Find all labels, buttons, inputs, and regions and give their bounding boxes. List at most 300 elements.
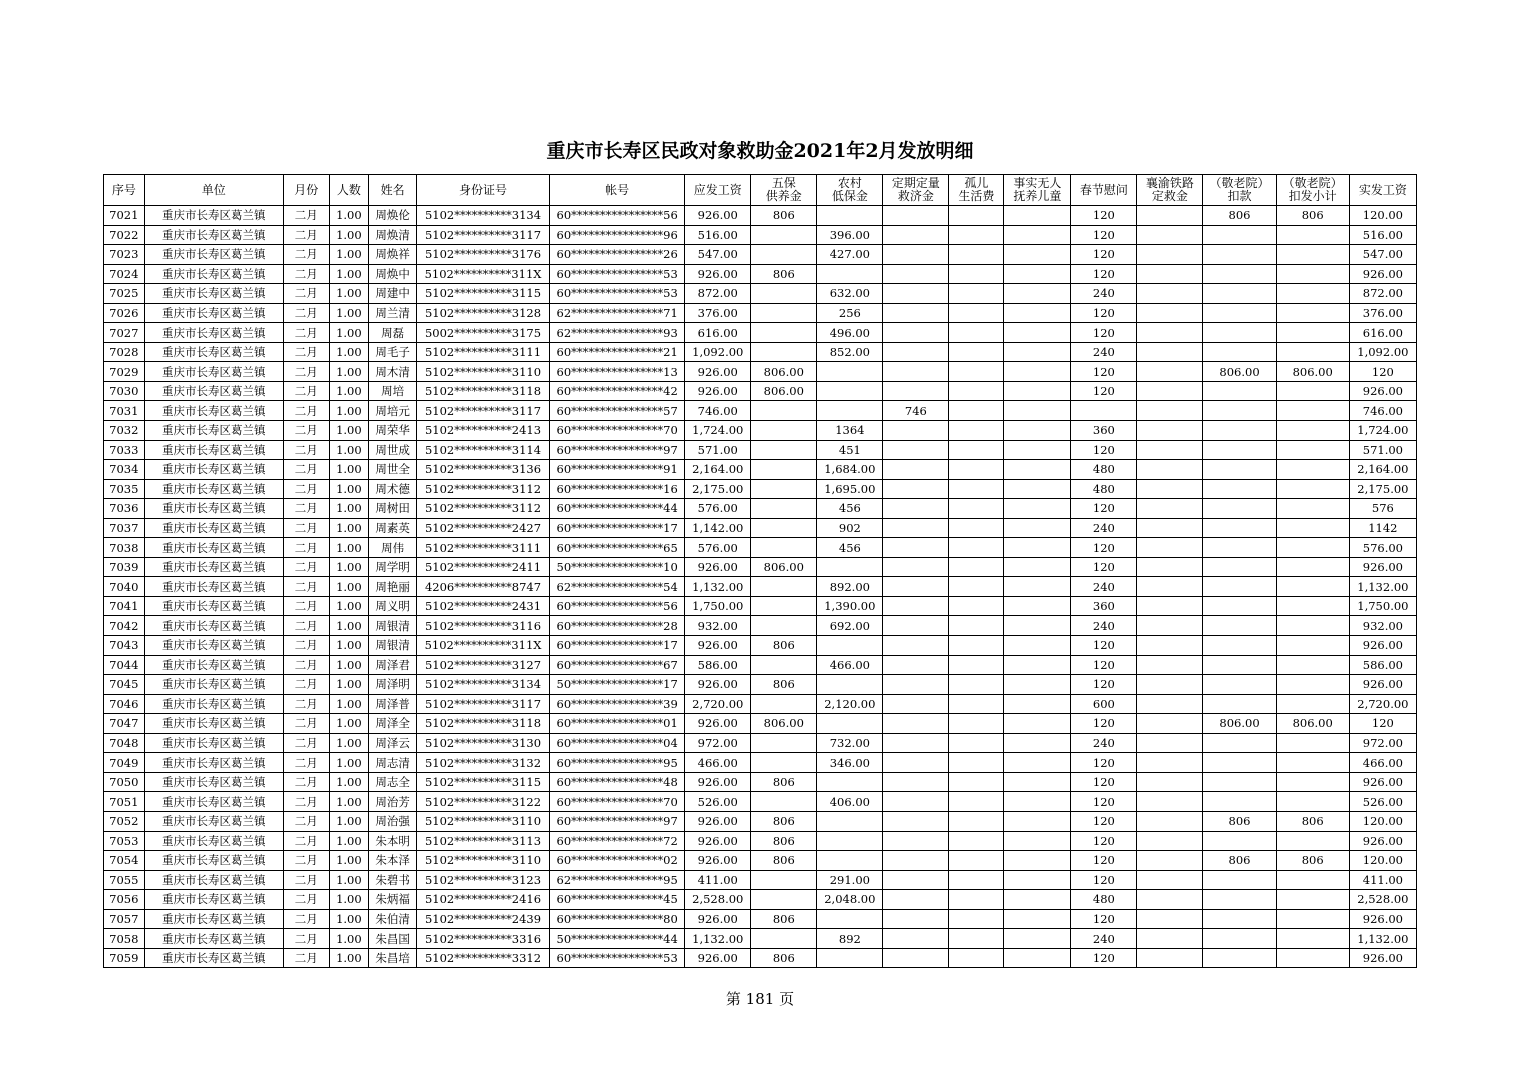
table-cell: 932.00	[685, 616, 751, 636]
table-cell: 411.00	[685, 870, 751, 890]
table-cell	[1004, 206, 1071, 226]
table-cell	[751, 323, 817, 343]
table-cell	[1004, 655, 1071, 675]
table-cell: 120	[1071, 792, 1137, 812]
table-cell	[883, 284, 949, 304]
table-cell: 2,175.00	[1349, 479, 1416, 499]
table-cell: 7059	[104, 948, 145, 968]
table-cell: 1.00	[329, 616, 369, 636]
table-cell: 二月	[283, 792, 329, 812]
table-cell	[1137, 792, 1203, 812]
table-cell	[751, 518, 817, 538]
table-cell: 重庆市长寿区葛兰镇	[144, 909, 283, 929]
table-cell	[1137, 499, 1203, 519]
table-cell: 120	[1071, 909, 1137, 929]
table-cell: 二月	[283, 303, 329, 323]
table-cell	[1203, 577, 1276, 597]
table-cell: 周志全	[369, 772, 417, 792]
table-cell: 240	[1071, 733, 1137, 753]
table-cell: 346.00	[817, 753, 883, 773]
table-cell: 7041	[104, 596, 145, 616]
table-cell: 852.00	[817, 342, 883, 362]
table-cell: 120	[1071, 264, 1137, 284]
table-row	[104, 245, 1417, 265]
table-cell	[1203, 264, 1276, 284]
column-header: 事实无人 抚养儿童	[1004, 175, 1071, 206]
table-cell	[949, 596, 1004, 616]
column-header: 春节慰问	[1071, 175, 1137, 206]
table-cell	[883, 577, 949, 597]
table-cell	[1137, 714, 1203, 734]
table-cell: 576	[1349, 499, 1416, 519]
table-cell: 1.00	[329, 460, 369, 480]
table-row	[104, 636, 1417, 656]
table-cell: 120	[1071, 772, 1137, 792]
table-cell: 926.00	[685, 264, 751, 284]
table-cell: 1.00	[329, 733, 369, 753]
table-cell: 60****************16	[550, 479, 685, 499]
table-cell: 重庆市长寿区葛兰镇	[144, 479, 283, 499]
table-cell: 1.00	[329, 342, 369, 362]
table-cell: 926.00	[1349, 264, 1416, 284]
table-cell: 1.00	[329, 225, 369, 245]
table-cell: 4206**********8747	[416, 577, 549, 597]
table-cell: 240	[1071, 342, 1137, 362]
table-cell: 2,164.00	[685, 460, 751, 480]
table-cell	[1276, 577, 1349, 597]
table-cell: 1,750.00	[1349, 596, 1416, 616]
table-cell: 1,142.00	[685, 518, 751, 538]
table-cell: 1.00	[329, 284, 369, 304]
table-cell	[949, 421, 1004, 441]
table-cell: 周树田	[369, 499, 417, 519]
table-cell: 7042	[104, 616, 145, 636]
table-cell: 806.00	[1203, 714, 1276, 734]
table-cell: 1,724.00	[685, 421, 751, 441]
table-cell	[883, 206, 949, 226]
table-cell	[949, 753, 1004, 773]
table-cell	[751, 245, 817, 265]
table-cell	[751, 538, 817, 558]
table-cell: 重庆市长寿区葛兰镇	[144, 694, 283, 714]
table-cell	[751, 753, 817, 773]
table-cell: 60****************53	[550, 284, 685, 304]
table-cell: 926.00	[685, 948, 751, 968]
table-cell: 重庆市长寿区葛兰镇	[144, 714, 283, 734]
table-cell: 466.00	[685, 753, 751, 773]
table-cell: 480	[1071, 479, 1137, 499]
table-cell: 806.00	[1276, 362, 1349, 382]
table-cell: 732.00	[817, 733, 883, 753]
table-row	[104, 362, 1417, 382]
table-cell: 60****************42	[550, 381, 685, 401]
table-cell: 746.00	[685, 401, 751, 421]
table-cell	[1276, 381, 1349, 401]
table-cell	[1203, 381, 1276, 401]
table-cell	[1276, 831, 1349, 851]
table-cell: 526.00	[685, 792, 751, 812]
page-number: 第 181 页	[725, 990, 795, 1008]
table-cell	[883, 753, 949, 773]
table-cell	[1203, 909, 1276, 929]
table-cell: 重庆市长寿区葛兰镇	[144, 772, 283, 792]
table-cell	[883, 851, 949, 871]
table-cell: 1,092.00	[685, 342, 751, 362]
table-cell: 1,132.00	[1349, 929, 1416, 949]
table-cell	[751, 577, 817, 597]
table-cell: 120	[1071, 245, 1137, 265]
table-cell: 7043	[104, 636, 145, 656]
table-cell	[949, 714, 1004, 734]
table-cell: 周培	[369, 381, 417, 401]
table-cell: 5102**********3112	[416, 499, 549, 519]
table-cell	[1203, 460, 1276, 480]
table-cell	[949, 479, 1004, 499]
table-cell: 5102**********3312	[416, 948, 549, 968]
table-cell	[1004, 714, 1071, 734]
table-cell	[883, 772, 949, 792]
table-header-row	[104, 175, 1417, 206]
table-cell	[949, 636, 1004, 656]
table-cell	[1137, 772, 1203, 792]
table-cell	[1203, 518, 1276, 538]
table-cell	[817, 851, 883, 871]
table-cell	[1203, 557, 1276, 577]
table-cell: 二月	[283, 421, 329, 441]
table-cell: 2,048.00	[817, 890, 883, 910]
table-cell: 932.00	[1349, 616, 1416, 636]
table-cell	[817, 948, 883, 968]
table-cell: 120	[1071, 636, 1137, 656]
table-cell: 1.00	[329, 440, 369, 460]
table-cell: 7050	[104, 772, 145, 792]
table-cell	[1004, 381, 1071, 401]
table-cell: 1,684.00	[817, 460, 883, 480]
table-cell: 1.00	[329, 851, 369, 871]
table-cell: 5102**********311X	[416, 636, 549, 656]
table-cell: 重庆市长寿区葛兰镇	[144, 499, 283, 519]
table-cell	[1137, 831, 1203, 851]
table-cell: 二月	[283, 851, 329, 871]
table-cell: 120	[1071, 948, 1137, 968]
table-row	[104, 714, 1417, 734]
table-cell: 周兰清	[369, 303, 417, 323]
table-cell: 120	[1349, 362, 1416, 382]
table-cell	[1137, 264, 1203, 284]
table-cell: 2,175.00	[685, 479, 751, 499]
table-cell	[883, 557, 949, 577]
table-cell: 972.00	[1349, 733, 1416, 753]
table-cell	[883, 714, 949, 734]
table-cell: 240	[1071, 616, 1137, 636]
table-cell	[1137, 655, 1203, 675]
table-cell: 806	[751, 851, 817, 871]
table-row	[104, 401, 1417, 421]
table-cell	[1203, 948, 1276, 968]
table-cell	[1004, 577, 1071, 597]
table-cell	[949, 948, 1004, 968]
table-cell: 120.00	[1349, 206, 1416, 226]
table-cell	[1203, 596, 1276, 616]
table-cell: 926.00	[685, 381, 751, 401]
table-cell: 1.00	[329, 206, 369, 226]
table-cell: 806	[751, 264, 817, 284]
table-cell	[949, 890, 1004, 910]
table-cell: 7032	[104, 421, 145, 441]
table-cell: 5102**********3110	[416, 851, 549, 871]
table-cell	[949, 323, 1004, 343]
table-cell: 120	[1071, 499, 1137, 519]
table-cell: 7029	[104, 362, 145, 382]
table-cell	[949, 811, 1004, 831]
table-cell	[1137, 577, 1203, 597]
table-cell: 朱伯清	[369, 909, 417, 929]
table-cell: 892.00	[817, 577, 883, 597]
table-cell: 二月	[283, 245, 329, 265]
table-cell	[1276, 284, 1349, 304]
table-cell	[949, 342, 1004, 362]
table-cell: 806	[751, 675, 817, 695]
table-cell	[817, 811, 883, 831]
table-cell: 120	[1071, 851, 1137, 871]
table-cell: 60****************45	[550, 890, 685, 910]
table-cell: 1.00	[329, 890, 369, 910]
table-cell: 二月	[283, 655, 329, 675]
table-cell: 1,695.00	[817, 479, 883, 499]
table-cell	[949, 245, 1004, 265]
table-cell: 466.00	[817, 655, 883, 675]
table-cell: 62****************54	[550, 577, 685, 597]
table-cell	[751, 479, 817, 499]
table-cell: 120	[1071, 675, 1137, 695]
table-cell	[949, 381, 1004, 401]
table-cell: 7046	[104, 694, 145, 714]
table-cell	[949, 929, 1004, 949]
table-cell: 120.00	[1349, 811, 1416, 831]
table-cell: 456	[817, 538, 883, 558]
table-cell: 2,720.00	[685, 694, 751, 714]
table-cell: 7031	[104, 401, 145, 421]
table-cell: 7026	[104, 303, 145, 323]
table-row	[104, 342, 1417, 362]
table-cell: 周素英	[369, 518, 417, 538]
table-row	[104, 303, 1417, 323]
table-cell: 二月	[283, 264, 329, 284]
table-cell: 周焕清	[369, 225, 417, 245]
table-cell: 1,724.00	[1349, 421, 1416, 441]
table-cell: 重庆市长寿区葛兰镇	[144, 596, 283, 616]
table-cell: 5102**********311X	[416, 264, 549, 284]
table-cell	[883, 596, 949, 616]
table-cell	[883, 636, 949, 656]
table-cell: 120	[1071, 831, 1137, 851]
table-cell: 1.00	[329, 909, 369, 929]
table-cell: 60****************01	[550, 714, 685, 734]
table-cell: 466.00	[1349, 753, 1416, 773]
table-cell: 5102**********2439	[416, 909, 549, 929]
table-cell	[1137, 890, 1203, 910]
table-row	[104, 284, 1417, 304]
table-cell	[949, 831, 1004, 851]
table-cell: 5102**********3110	[416, 362, 549, 382]
table-cell	[1004, 831, 1071, 851]
table-cell: 1.00	[329, 518, 369, 538]
table-cell	[1137, 929, 1203, 949]
table-row	[104, 479, 1417, 499]
table-cell: 5102**********2431	[416, 596, 549, 616]
table-cell	[949, 675, 1004, 695]
table-cell: 1.00	[329, 401, 369, 421]
table-cell	[1137, 851, 1203, 871]
table-cell: 926.00	[1349, 772, 1416, 792]
table-cell	[1137, 596, 1203, 616]
table-cell	[883, 303, 949, 323]
table-cell	[817, 636, 883, 656]
table-cell: 二月	[283, 714, 329, 734]
table-cell: 926.00	[685, 557, 751, 577]
table-cell	[1276, 929, 1349, 949]
table-cell	[1137, 206, 1203, 226]
table-cell: 二月	[283, 381, 329, 401]
table-cell	[883, 811, 949, 831]
table-cell	[949, 616, 1004, 636]
table-cell: 5102**********3134	[416, 206, 549, 226]
table-cell	[949, 362, 1004, 382]
table-cell: 7056	[104, 890, 145, 910]
table-cell: 1.00	[329, 421, 369, 441]
table-cell: 5102**********3118	[416, 381, 549, 401]
table-cell: 120	[1071, 206, 1137, 226]
table-cell: 7023	[104, 245, 145, 265]
table-cell: 60****************96	[550, 225, 685, 245]
table-cell: 1.00	[329, 303, 369, 323]
table-cell: 7035	[104, 479, 145, 499]
table-cell: 5102**********2416	[416, 890, 549, 910]
table-cell: 7034	[104, 460, 145, 480]
table-cell: 806	[1203, 206, 1276, 226]
table-cell: 二月	[283, 342, 329, 362]
table-cell	[1004, 557, 1071, 577]
table-cell	[883, 694, 949, 714]
table-cell: 480	[1071, 460, 1137, 480]
page-title: 重庆市长寿区民政对象救助金2021年2月发放明细	[546, 140, 974, 162]
table-cell: 451	[817, 440, 883, 460]
table-cell	[1276, 479, 1349, 499]
table-row	[104, 890, 1417, 910]
table-cell	[883, 655, 949, 675]
table-cell: 5102**********3111	[416, 342, 549, 362]
table-cell	[817, 909, 883, 929]
column-header: 襄渝铁路 定救金	[1137, 175, 1203, 206]
table-cell: 62****************95	[550, 870, 685, 890]
table-cell: 重庆市长寿区葛兰镇	[144, 440, 283, 460]
table-cell: 120.00	[1349, 851, 1416, 871]
table-cell: 1.00	[329, 362, 369, 382]
table-cell: 7027	[104, 323, 145, 343]
table-cell: 806	[751, 206, 817, 226]
table-cell: 62****************93	[550, 323, 685, 343]
table-cell: 二月	[283, 909, 329, 929]
table-row	[104, 577, 1417, 597]
table-cell	[1137, 225, 1203, 245]
table-cell: 60****************56	[550, 596, 685, 616]
table-cell	[1004, 733, 1071, 753]
table-cell	[883, 245, 949, 265]
table-cell	[883, 909, 949, 929]
table-cell: 二月	[283, 323, 329, 343]
table-cell: 1142	[1349, 518, 1416, 538]
table-cell: 972.00	[685, 733, 751, 753]
table-cell: 926.00	[685, 362, 751, 382]
table-cell: 5102**********3118	[416, 714, 549, 734]
table-cell	[1276, 499, 1349, 519]
table-cell	[1137, 870, 1203, 890]
table-cell	[1203, 753, 1276, 773]
table-cell	[751, 460, 817, 480]
table-cell: 60****************39	[550, 694, 685, 714]
table-cell: 重庆市长寿区葛兰镇	[144, 733, 283, 753]
table-cell	[1071, 401, 1137, 421]
table-cell: 240	[1071, 577, 1137, 597]
table-cell: 周术德	[369, 479, 417, 499]
table-cell: 806	[751, 831, 817, 851]
table-cell: 周伟	[369, 538, 417, 558]
table-cell: 7054	[104, 851, 145, 871]
table-cell: 926.00	[1349, 636, 1416, 656]
table-cell	[1203, 929, 1276, 949]
table-cell	[883, 342, 949, 362]
table-cell: 重庆市长寿区葛兰镇	[144, 870, 283, 890]
table-cell	[883, 792, 949, 812]
table-cell: 571.00	[1349, 440, 1416, 460]
table-cell: 806	[751, 909, 817, 929]
table-cell	[1203, 323, 1276, 343]
table-cell	[1004, 264, 1071, 284]
table-cell: 重庆市长寿区葛兰镇	[144, 303, 283, 323]
table-cell	[1137, 303, 1203, 323]
table-cell: 7047	[104, 714, 145, 734]
table-cell: 60****************70	[550, 792, 685, 812]
column-header: 单位	[144, 175, 283, 206]
table-cell: 806	[751, 811, 817, 831]
table-cell	[1137, 753, 1203, 773]
table-cell	[751, 225, 817, 245]
table-cell	[1276, 421, 1349, 441]
table-cell	[949, 303, 1004, 323]
table-cell: 5102**********2427	[416, 518, 549, 538]
table-cell: 120	[1349, 714, 1416, 734]
table-cell	[817, 206, 883, 226]
table-cell: 周泽全	[369, 714, 417, 734]
table-cell: 周治芳	[369, 792, 417, 812]
table-cell	[1004, 362, 1071, 382]
table-cell: 1364	[817, 421, 883, 441]
table-cell: 60****************57	[550, 401, 685, 421]
table-cell: 50****************17	[550, 675, 685, 695]
table-cell: 1.00	[329, 557, 369, 577]
table-cell: 重庆市长寿区葛兰镇	[144, 264, 283, 284]
table-cell	[1276, 909, 1349, 929]
table-cell: 547.00	[685, 245, 751, 265]
table-cell: 重庆市长寿区葛兰镇	[144, 675, 283, 695]
table-cell: 重庆市长寿区葛兰镇	[144, 948, 283, 968]
table-cell: 5102**********3128	[416, 303, 549, 323]
table-cell	[949, 851, 1004, 871]
table-cell: 二月	[283, 733, 329, 753]
table-cell: 746	[883, 401, 949, 421]
table-row	[104, 518, 1417, 538]
table-cell: 5102**********3115	[416, 772, 549, 792]
